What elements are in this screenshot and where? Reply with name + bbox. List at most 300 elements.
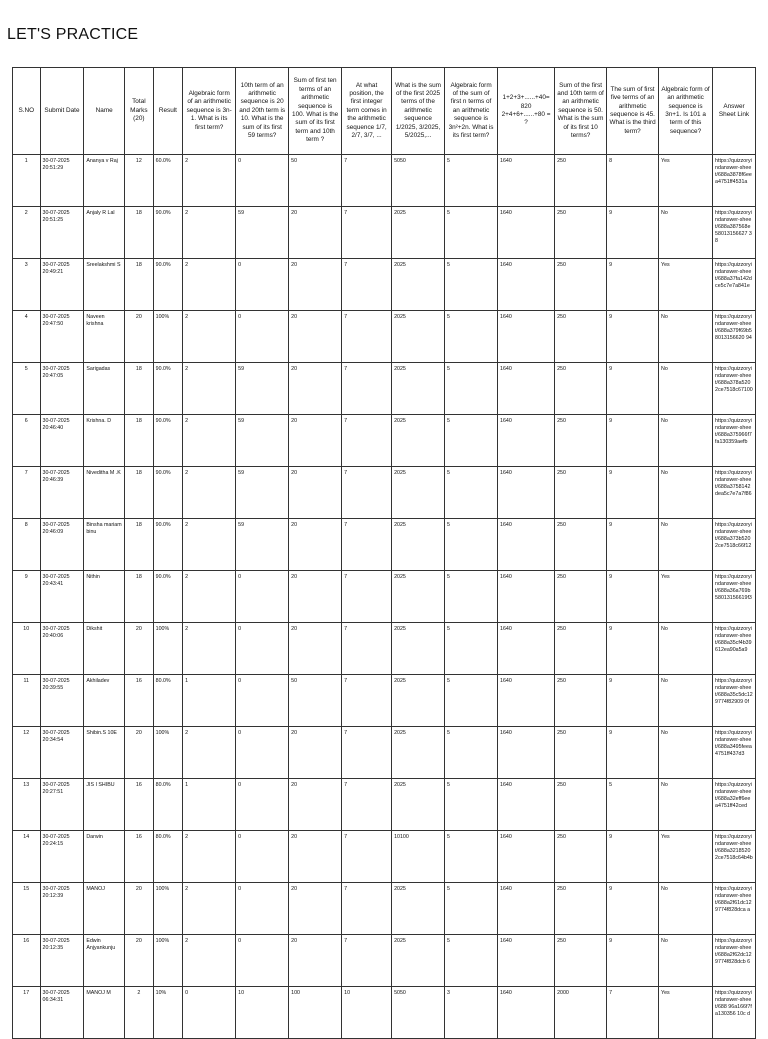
cell-name: Nithin xyxy=(84,571,125,623)
table-row xyxy=(13,311,756,363)
table-row xyxy=(13,779,756,831)
cell-total-marks: 18 xyxy=(125,467,154,519)
cell-q9: 9 xyxy=(607,883,659,935)
table-row xyxy=(13,675,756,727)
cell-sno: 14 xyxy=(13,831,41,883)
cell-q6: 5 xyxy=(445,519,498,571)
cell-name: Naveen krishna xyxy=(84,311,125,363)
cell-q8: 250 xyxy=(555,207,607,259)
cell-q5: 10100 xyxy=(392,831,445,883)
cell-q8: 250 xyxy=(555,415,607,467)
cell-name: Sarigadas xyxy=(84,363,125,415)
cell-result: 60.0% xyxy=(153,155,183,207)
table-row xyxy=(13,363,756,415)
cell-q4: 7 xyxy=(342,467,392,519)
cell-name: Niveditha M .K xyxy=(84,467,125,519)
cell-q5: 2025 xyxy=(392,675,445,727)
cell-q3: 20 xyxy=(289,415,342,467)
cell-submit-date: 30-07-2025 06:34:31 xyxy=(40,987,84,1039)
cell-q5: 2025 xyxy=(392,363,445,415)
cell-answer-link[interactable]: https://quizzoryindanswer-sheet/688a387568e58013156627 38 xyxy=(713,207,756,259)
cell-submit-date: 30-07-2025 20:39:55 xyxy=(40,675,84,727)
cell-answer-link[interactable]: https://quizzoryindanswer-sheet/688a2f61dc129774f828dca a xyxy=(713,883,756,935)
cell-q6: 5 xyxy=(445,831,498,883)
cell-result: 90.0% xyxy=(153,571,183,623)
cell-q5: 2025 xyxy=(392,571,445,623)
cell-q7: 1640 xyxy=(498,727,555,779)
cell-submit-date: 30-07-2025 20:49:21 xyxy=(40,259,84,311)
cell-submit-date: 30-07-2025 20:34:54 xyxy=(40,727,84,779)
cell-q3: 20 xyxy=(289,623,342,675)
column-header-q6: Algebraic form of the sum of first n terms of an arithmetic sequence is 3n²+2n. What is its first term? xyxy=(445,68,498,155)
cell-name: Ananya v Raj xyxy=(84,155,125,207)
cell-q8: 2000 xyxy=(555,987,607,1039)
cell-q2: 10 xyxy=(236,987,289,1039)
cell-q1: 2 xyxy=(183,363,236,415)
cell-result: 90.0% xyxy=(153,259,183,311)
cell-q10: No xyxy=(659,415,713,467)
cell-q1: 2 xyxy=(183,467,236,519)
cell-total-marks: 2 xyxy=(125,987,154,1039)
cell-q1: 2 xyxy=(183,831,236,883)
cell-submit-date: 30-07-2025 20:51:29 xyxy=(40,155,84,207)
column-header-result: Result xyxy=(153,68,183,155)
cell-q8: 250 xyxy=(555,363,607,415)
cell-result: 90.0% xyxy=(153,519,183,571)
cell-q8: 250 xyxy=(555,155,607,207)
cell-answer-link[interactable]: https://quizzoryindanswer-sheet/688a3758142dea5c7e7a7f86 xyxy=(713,467,756,519)
cell-total-marks: 18 xyxy=(125,415,154,467)
cell-q10: No xyxy=(659,311,713,363)
cell-q6: 5 xyxy=(445,571,498,623)
cell-sno: 10 xyxy=(13,623,41,675)
cell-q8: 250 xyxy=(555,779,607,831)
cell-q5: 2025 xyxy=(392,207,445,259)
cell-q4: 7 xyxy=(342,259,392,311)
cell-q5: 2025 xyxy=(392,467,445,519)
cell-result: 90.0% xyxy=(153,467,183,519)
cell-q4: 7 xyxy=(342,415,392,467)
cell-q10: Yes xyxy=(659,831,713,883)
cell-q7: 1640 xyxy=(498,311,555,363)
cell-total-marks: 20 xyxy=(125,623,154,675)
cell-q6: 5 xyxy=(445,883,498,935)
cell-q5: 2025 xyxy=(392,883,445,935)
cell-name: Dikshit xyxy=(84,623,125,675)
cell-name: MANOJ M xyxy=(84,987,125,1039)
cell-name: JIS I SHIBU xyxy=(84,779,125,831)
cell-name: Akhiladev xyxy=(84,675,125,727)
column-header-q10: Algebraic form of an arithmetic sequence is 3n+1. Is 101 a term of this sequence? xyxy=(659,68,713,155)
cell-q7: 1640 xyxy=(498,883,555,935)
cell-q9: 9 xyxy=(607,519,659,571)
column-header-total-marks: Total Marks (20) xyxy=(125,68,154,155)
cell-q3: 20 xyxy=(289,467,342,519)
table-row xyxy=(13,831,756,883)
column-header-q8: Sum of the first and 10th term of an arithmetic sequence is 50. What is the sum of its first 10 terms? xyxy=(555,68,607,155)
cell-result: 80.0% xyxy=(153,675,183,727)
cell-q7: 1640 xyxy=(498,571,555,623)
cell-submit-date: 30-07-2025 20:12:39 xyxy=(40,883,84,935)
cell-q8: 250 xyxy=(555,883,607,935)
cell-total-marks: 18 xyxy=(125,207,154,259)
cell-q4: 7 xyxy=(342,571,392,623)
cell-submit-date: 30-07-2025 20:24:15 xyxy=(40,831,84,883)
cell-q1: 2 xyxy=(183,259,236,311)
cell-q10: No xyxy=(659,207,713,259)
cell-q1: 2 xyxy=(183,623,236,675)
cell-q9: 9 xyxy=(607,571,659,623)
cell-q10: No xyxy=(659,623,713,675)
cell-q6: 5 xyxy=(445,259,498,311)
cell-result: 100% xyxy=(153,311,183,363)
cell-q4: 7 xyxy=(342,883,392,935)
cell-q4: 7 xyxy=(342,207,392,259)
cell-sno: 13 xyxy=(13,779,41,831)
cell-sno: 8 xyxy=(13,519,41,571)
cell-result: 100% xyxy=(153,727,183,779)
table-row xyxy=(13,571,756,623)
cell-total-marks: 20 xyxy=(125,883,154,935)
cell-q3: 20 xyxy=(289,727,342,779)
table-row xyxy=(13,155,756,207)
cell-result: 100% xyxy=(153,935,183,987)
cell-total-marks: 20 xyxy=(125,935,154,987)
table-row xyxy=(13,259,756,311)
column-header-q2: 10th term of an arithmetic sequence is 20 and 20th term is 10. What is the sum of its first 59 terms? xyxy=(236,68,289,155)
cell-sno: 4 xyxy=(13,311,41,363)
cell-q7: 1640 xyxy=(498,467,555,519)
cell-name: Sreelakshmi S xyxy=(84,259,125,311)
cell-q9: 9 xyxy=(607,831,659,883)
cell-submit-date: 30-07-2025 20:43:41 xyxy=(40,571,84,623)
cell-q3: 20 xyxy=(289,311,342,363)
cell-q4: 7 xyxy=(342,623,392,675)
cell-q8: 250 xyxy=(555,571,607,623)
cell-q1: 1 xyxy=(183,779,236,831)
cell-q1: 0 xyxy=(183,987,236,1039)
cell-q10: No xyxy=(659,779,713,831)
cell-q2: 0 xyxy=(236,311,289,363)
cell-name: Anjaly R Lal xyxy=(84,207,125,259)
cell-q3: 20 xyxy=(289,363,342,415)
cell-result: 90.0% xyxy=(153,415,183,467)
cell-q3: 50 xyxy=(289,155,342,207)
cell-q7: 1640 xyxy=(498,623,555,675)
cell-q10: Yes xyxy=(659,155,713,207)
cell-q9: 9 xyxy=(607,311,659,363)
cell-q10: No xyxy=(659,467,713,519)
cell-q7: 1640 xyxy=(498,363,555,415)
cell-answer-link[interactable]: https://quizzoryindanswer-sheet/688a378a5202ce7518c67100 xyxy=(713,363,756,415)
table-header-row xyxy=(13,68,756,155)
cell-sno: 9 xyxy=(13,571,41,623)
cell-q7: 1640 xyxy=(498,935,555,987)
cell-q5: 2025 xyxy=(392,519,445,571)
cell-q3: 20 xyxy=(289,935,342,987)
cell-q4: 7 xyxy=(342,675,392,727)
cell-q10: Yes xyxy=(659,571,713,623)
cell-result: 100% xyxy=(153,883,183,935)
cell-sno: 16 xyxy=(13,935,41,987)
cell-total-marks: 18 xyxy=(125,259,154,311)
cell-q1: 2 xyxy=(183,415,236,467)
cell-q8: 250 xyxy=(555,259,607,311)
cell-q4: 7 xyxy=(342,727,392,779)
cell-sno: 11 xyxy=(13,675,41,727)
cell-q8: 250 xyxy=(555,935,607,987)
cell-q5: 2025 xyxy=(392,259,445,311)
cell-submit-date: 30-07-2025 20:51:25 xyxy=(40,207,84,259)
cell-q7: 1640 xyxy=(498,415,555,467)
table-row xyxy=(13,935,756,987)
cell-answer-link[interactable]: https://quizzoryindanswer-sheet/688a35c5dc129774f82909 0f xyxy=(713,675,756,727)
cell-answer-link[interactable]: https://quizzoryindanswer-sheet/688a375966f7fa130359aefb xyxy=(713,415,756,467)
cell-q9: 9 xyxy=(607,467,659,519)
table-row xyxy=(13,467,756,519)
cell-q8: 250 xyxy=(555,467,607,519)
cell-q9: 9 xyxy=(607,935,659,987)
table-body xyxy=(13,155,756,1039)
cell-q2: 0 xyxy=(236,935,289,987)
cell-q4: 10 xyxy=(342,987,392,1039)
cell-q2: 0 xyxy=(236,883,289,935)
column-header-q7: 1+2+3+......+40= 820 2+4+6+......+80 = ? xyxy=(498,68,555,155)
cell-q6: 5 xyxy=(445,727,498,779)
table-row xyxy=(13,727,756,779)
cell-q7: 1640 xyxy=(498,831,555,883)
column-header-q9: The sum of first five terms of an arithmetic sequence is 45. What is the third term? xyxy=(607,68,659,155)
cell-q3: 50 xyxy=(289,675,342,727)
cell-q6: 5 xyxy=(445,363,498,415)
cell-submit-date: 30-07-2025 20:12:35 xyxy=(40,935,84,987)
column-header-q5: What is the sum of the first 2025 terms of the arithmetic sequence 1/2025, 3/2025, 5/2025,... xyxy=(392,68,445,155)
cell-q5: 2025 xyxy=(392,311,445,363)
cell-answer-link[interactable]: https://quizzoryindanswer-sheet/688a32eff6eea4751ff42ced xyxy=(713,779,756,831)
cell-q10: Yes xyxy=(659,987,713,1039)
cell-answer-link[interactable]: https://quizzoryindanswer-sheet/688a37fa142dce5c7e7a841e xyxy=(713,259,756,311)
cell-answer-link[interactable]: https://quizzoryindanswer-sheet/688a3495feea4751ff437d3 xyxy=(713,727,756,779)
cell-sno: 7 xyxy=(13,467,41,519)
cell-q2: 0 xyxy=(236,259,289,311)
cell-q2: 59 xyxy=(236,519,289,571)
cell-q10: No xyxy=(659,675,713,727)
cell-answer-link[interactable]: https://quizzoryindanswer-sheet/688a36a769b58013156619f3 xyxy=(713,571,756,623)
cell-q3: 20 xyxy=(289,571,342,623)
cell-answer-link[interactable]: https://quizzoryindanswer-sheet/688a373b5202ce7518c66f12 xyxy=(713,519,756,571)
table-row xyxy=(13,207,756,259)
cell-submit-date: 30-07-2025 20:46:40 xyxy=(40,415,84,467)
cell-total-marks: 16 xyxy=(125,779,154,831)
cell-q6: 5 xyxy=(445,155,498,207)
cell-q6: 5 xyxy=(445,207,498,259)
cell-q4: 7 xyxy=(342,519,392,571)
cell-name: Darwin xyxy=(84,831,125,883)
cell-q8: 250 xyxy=(555,727,607,779)
cell-q1: 2 xyxy=(183,311,236,363)
cell-q9: 5 xyxy=(607,779,659,831)
cell-q3: 20 xyxy=(289,779,342,831)
cell-total-marks: 20 xyxy=(125,311,154,363)
column-header-q4: At what position, the first integer term comes in the arithmetic sequence 1/7, 2/7, 3/7, ... xyxy=(342,68,392,155)
cell-q7: 1640 xyxy=(498,259,555,311)
cell-result: 80.0% xyxy=(153,831,183,883)
cell-q7: 1640 xyxy=(498,779,555,831)
cell-q10: No xyxy=(659,519,713,571)
cell-q9: 9 xyxy=(607,415,659,467)
cell-q6: 3 xyxy=(445,987,498,1039)
cell-q5: 5050 xyxy=(392,155,445,207)
table-row xyxy=(13,519,756,571)
cell-q2: 0 xyxy=(236,675,289,727)
cell-q4: 7 xyxy=(342,831,392,883)
cell-q9: 9 xyxy=(607,727,659,779)
cell-q10: Yes xyxy=(659,259,713,311)
cell-q2: 0 xyxy=(236,831,289,883)
cell-answer-link[interactable]: https://quizzoryindanswer-sheet/688a2f62dc129774f828dcb 6 xyxy=(713,935,756,987)
responses-table xyxy=(12,67,756,1039)
cell-q5: 2025 xyxy=(392,623,445,675)
cell-q10: No xyxy=(659,363,713,415)
cell-q8: 250 xyxy=(555,519,607,571)
column-header-submit-date: Submit Date xyxy=(40,68,84,155)
cell-q7: 1640 xyxy=(498,987,555,1039)
cell-q6: 5 xyxy=(445,675,498,727)
table-row xyxy=(13,987,756,1039)
cell-q7: 1640 xyxy=(498,519,555,571)
cell-total-marks: 18 xyxy=(125,363,154,415)
cell-sno: 3 xyxy=(13,259,41,311)
cell-q5: 2025 xyxy=(392,727,445,779)
cell-q4: 7 xyxy=(342,155,392,207)
cell-q5: 2025 xyxy=(392,935,445,987)
cell-q6: 5 xyxy=(445,311,498,363)
cell-submit-date: 30-07-2025 20:46:09 xyxy=(40,519,84,571)
cell-q2: 0 xyxy=(236,155,289,207)
cell-q9: 9 xyxy=(607,259,659,311)
cell-sno: 1 xyxy=(13,155,41,207)
column-header-answer-link: Answer Sheet Link xyxy=(713,68,756,155)
cell-q1: 2 xyxy=(183,571,236,623)
cell-total-marks: 18 xyxy=(125,519,154,571)
cell-q8: 250 xyxy=(555,623,607,675)
cell-result: 90.0% xyxy=(153,363,183,415)
cell-q10: No xyxy=(659,935,713,987)
cell-q3: 20 xyxy=(289,259,342,311)
cell-total-marks: 16 xyxy=(125,831,154,883)
cell-q4: 7 xyxy=(342,363,392,415)
cell-result: 100% xyxy=(153,623,183,675)
cell-q6: 5 xyxy=(445,779,498,831)
cell-q1: 2 xyxy=(183,155,236,207)
cell-q6: 5 xyxy=(445,623,498,675)
cell-q3: 20 xyxy=(289,883,342,935)
cell-q2: 0 xyxy=(236,571,289,623)
cell-q6: 5 xyxy=(445,415,498,467)
table-row xyxy=(13,623,756,675)
cell-q1: 2 xyxy=(183,935,236,987)
cell-name: Shibin.S 10E xyxy=(84,727,125,779)
cell-q9: 9 xyxy=(607,675,659,727)
cell-q1: 2 xyxy=(183,207,236,259)
cell-q8: 250 xyxy=(555,675,607,727)
cell-q5: 2025 xyxy=(392,779,445,831)
cell-q9: 7 xyxy=(607,987,659,1039)
cell-result: 90.0% xyxy=(153,207,183,259)
cell-q10: No xyxy=(659,883,713,935)
cell-q3: 100 xyxy=(289,987,342,1039)
cell-total-marks: 18 xyxy=(125,571,154,623)
cell-q8: 250 xyxy=(555,311,607,363)
cell-answer-link[interactable]: https://quizzoryindanswer-sheet/688a35cf4b39612ea90a5a9 xyxy=(713,623,756,675)
cell-q4: 7 xyxy=(342,779,392,831)
cell-answer-link[interactable]: https://quizzoryindanswer-sheet/688 96a166f7fa130356 10c d xyxy=(713,987,756,1039)
cell-sno: 17 xyxy=(13,987,41,1039)
cell-q5: 5050 xyxy=(392,987,445,1039)
cell-answer-link[interactable]: https://quizzoryindanswer-sheet/688a379f69b58013156620 94 xyxy=(713,311,756,363)
cell-total-marks: 16 xyxy=(125,675,154,727)
cell-q2: 59 xyxy=(236,207,289,259)
cell-q1: 1 xyxy=(183,675,236,727)
page-title: LET'S PRACTICE xyxy=(7,26,139,43)
cell-sno: 2 xyxy=(13,207,41,259)
column-header-q1: Algebraic form of an arithmetic sequence is 3n-1. What is its first term? xyxy=(183,68,236,155)
column-header-sno: S.NO xyxy=(13,68,41,155)
cell-sno: 12 xyxy=(13,727,41,779)
cell-answer-link[interactable]: https://quizzoryindanswer-sheet/688a32185202ce7518c64b4b xyxy=(713,831,756,883)
cell-q2: 59 xyxy=(236,363,289,415)
cell-sno: 5 xyxy=(13,363,41,415)
cell-q8: 250 xyxy=(555,831,607,883)
cell-submit-date: 30-07-2025 20:47:05 xyxy=(40,363,84,415)
cell-total-marks: 20 xyxy=(125,727,154,779)
column-header-q3: Sum of first ten terms of an arithmetic sequence is 100. What is the sum of its first term and 10th term ? xyxy=(289,68,342,155)
cell-submit-date: 30-07-2025 20:40:06 xyxy=(40,623,84,675)
cell-name: Edwin Anjyankunju xyxy=(84,935,125,987)
cell-q7: 1640 xyxy=(498,155,555,207)
cell-q5: 2025 xyxy=(392,415,445,467)
cell-q2: 59 xyxy=(236,415,289,467)
cell-q9: 9 xyxy=(607,623,659,675)
cell-sno: 6 xyxy=(13,415,41,467)
cell-q2: 0 xyxy=(236,623,289,675)
cell-q4: 7 xyxy=(342,311,392,363)
cell-q3: 20 xyxy=(289,831,342,883)
cell-result: 80.0% xyxy=(153,779,183,831)
cell-q7: 1640 xyxy=(498,207,555,259)
cell-q4: 7 xyxy=(342,935,392,987)
cell-q7: 1640 xyxy=(498,675,555,727)
table-row xyxy=(13,883,756,935)
table-row xyxy=(13,415,756,467)
column-header-name: Name xyxy=(84,68,125,155)
cell-answer-link[interactable]: https://quizzoryindanswer-sheet/688a3878f6eea4751ff4531a xyxy=(713,155,756,207)
cell-submit-date: 30-07-2025 20:27:51 xyxy=(40,779,84,831)
cell-q9: 8 xyxy=(607,155,659,207)
cell-q9: 9 xyxy=(607,363,659,415)
cell-q3: 20 xyxy=(289,207,342,259)
cell-submit-date: 30-07-2025 20:47:50 xyxy=(40,311,84,363)
cell-submit-date: 30-07-2025 20:46:39 xyxy=(40,467,84,519)
cell-q6: 5 xyxy=(445,935,498,987)
cell-sno: 15 xyxy=(13,883,41,935)
cell-q6: 5 xyxy=(445,467,498,519)
cell-name: Binsha mariam binu xyxy=(84,519,125,571)
cell-q2: 0 xyxy=(236,727,289,779)
cell-result: 10% xyxy=(153,987,183,1039)
cell-q1: 2 xyxy=(183,727,236,779)
cell-name: Krishna. D xyxy=(84,415,125,467)
